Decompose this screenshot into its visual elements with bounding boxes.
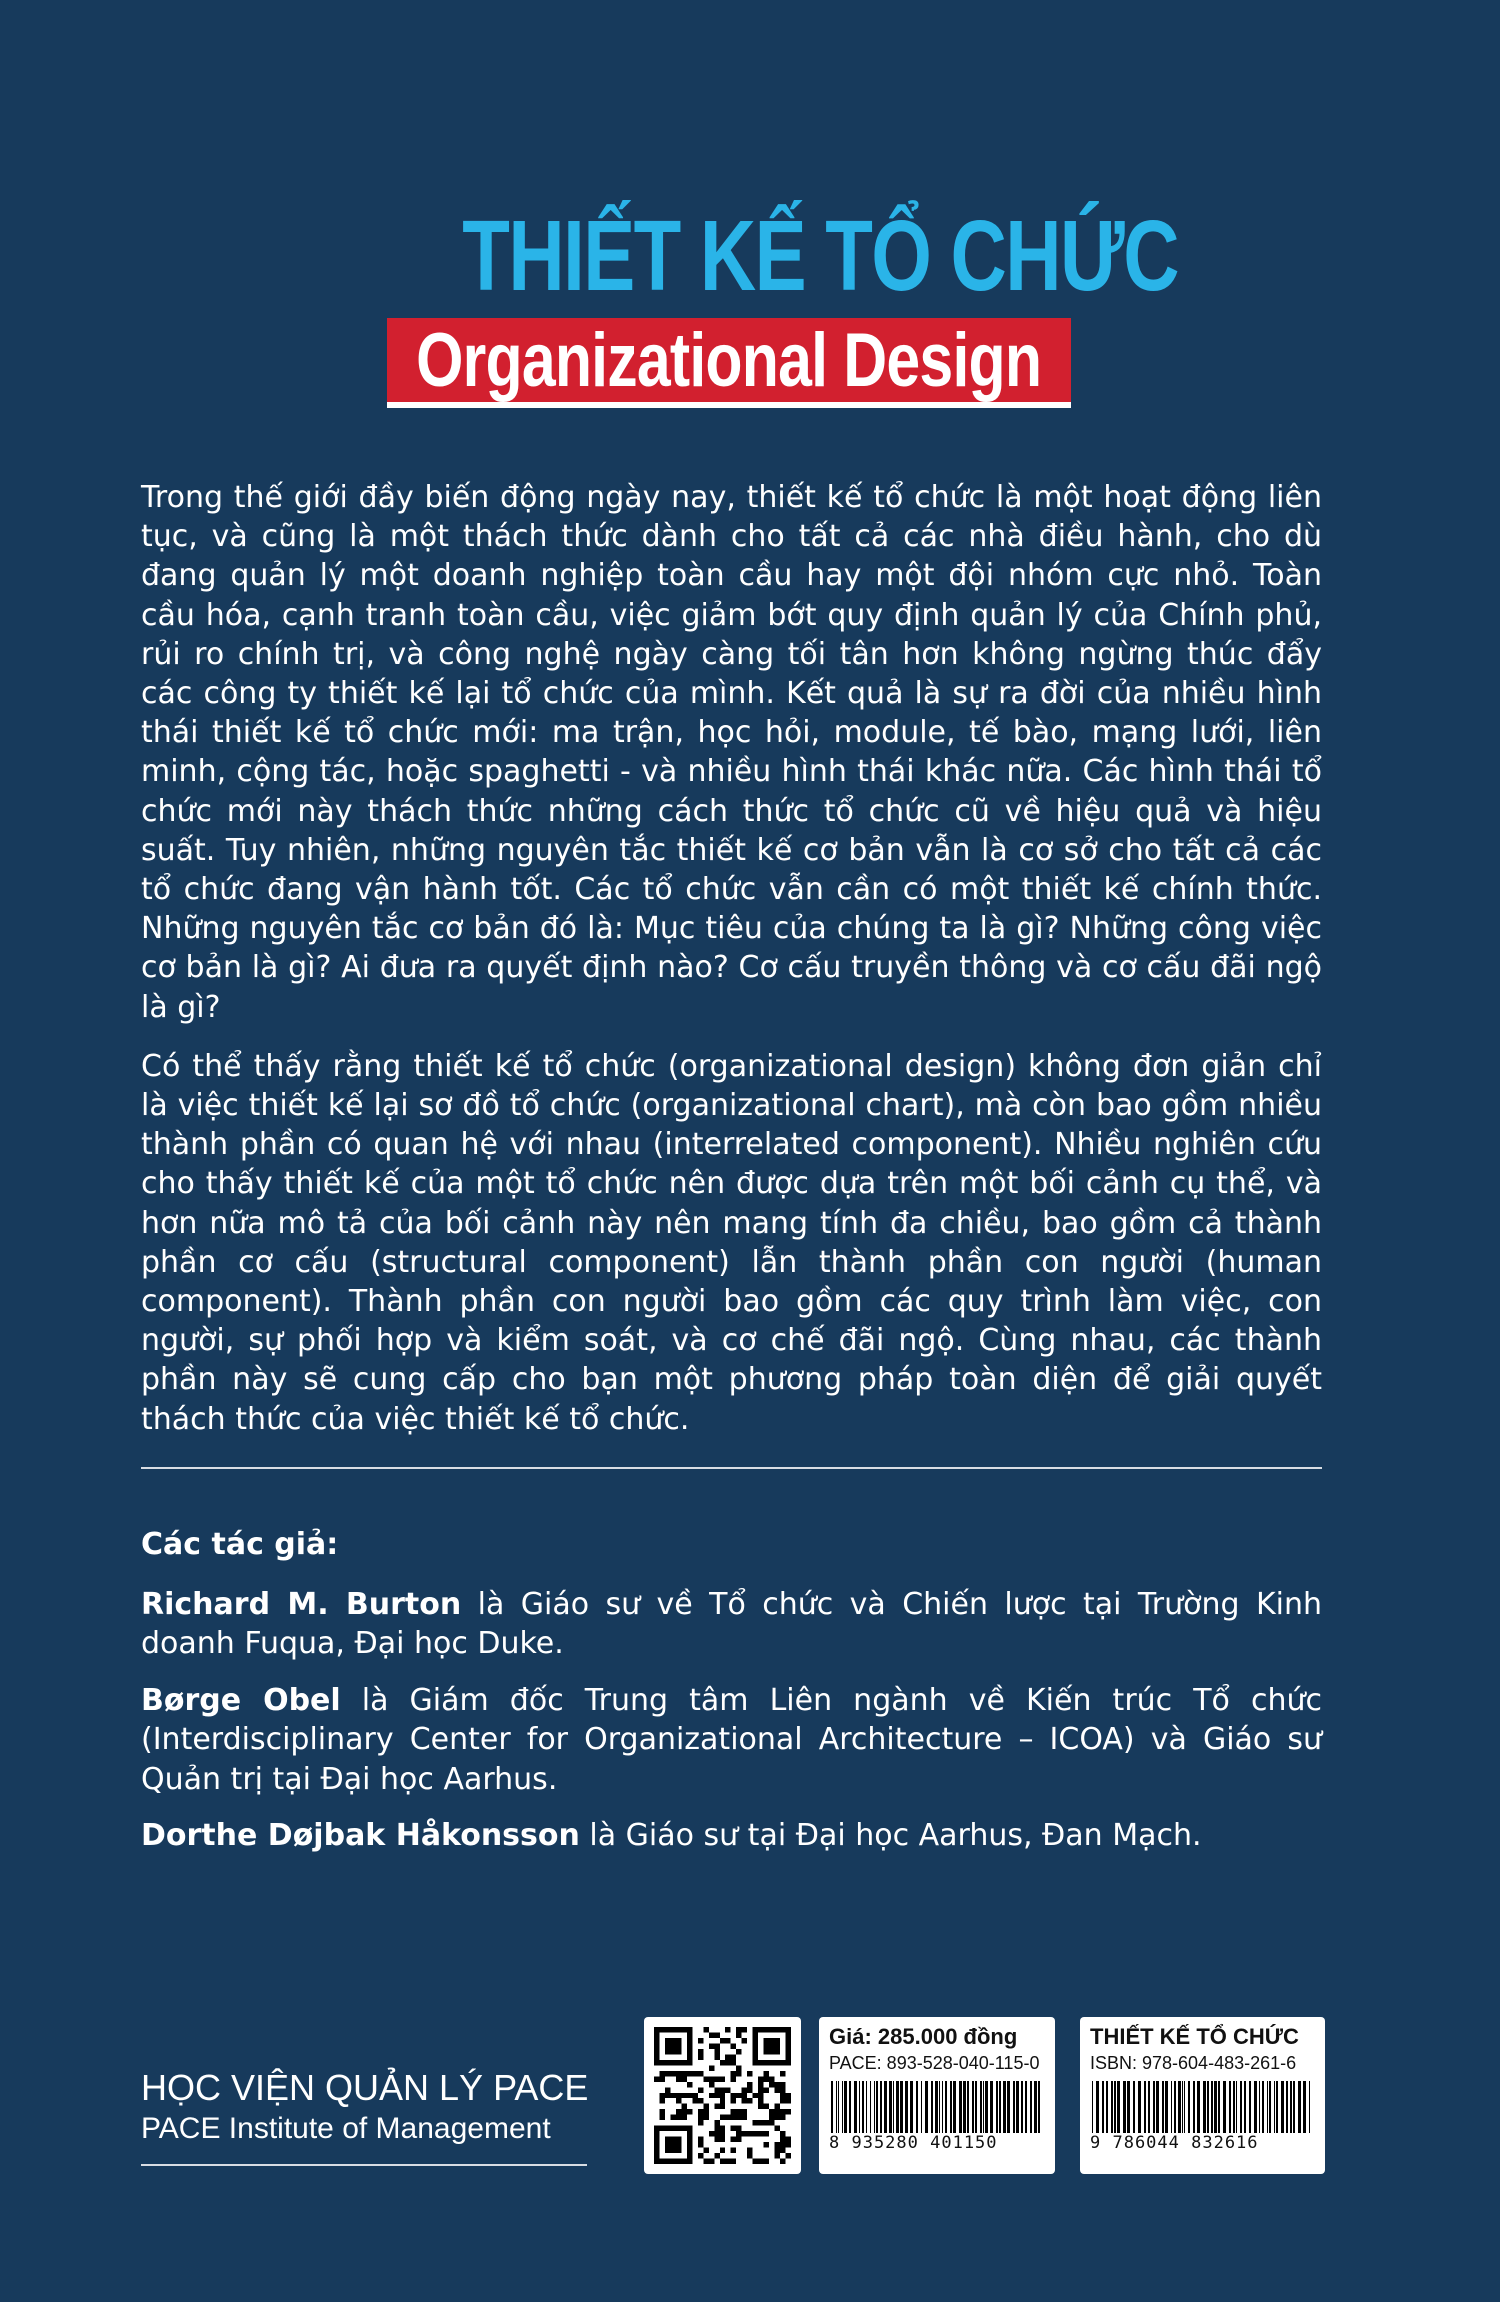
pace-code: PACE: 893-528-040-115-0 xyxy=(829,2053,1040,2073)
description-paragraph-2: Có thể thấy rằng thiết kế tổ chức (organizational design) không đơn giản chỉ là việc thiết kế lại sơ đồ tổ chức (organizational chart), mà còn bao gồm nhiều thành phần có quan hệ với nhau (interrelated component). Nhiều nghiên cứu cho thấy thiết kế của một tổ chức nên được dựa trên một bối cảnh cụ thể, và hơn nữa mô tả của bối cảnh này nên mang tính đa chiều, bao gồm cả thành phần cơ cấu (structural component) lẫn thành phần con người (human component). Thành phần con người bao gồm các quy trình làm việc, con người, sự phối hợp và kiểm soát, và cơ chế đãi ngộ. Cùng nhau, các thành phần này sẽ cung cấp cho bạn một phương pháp toàn diện để giải quyết thách thức của việc thiết kế tổ chức. xyxy=(141,1048,1322,1437)
title-block xyxy=(387,196,1178,408)
author-name: Richard M. Burton xyxy=(141,1586,462,1622)
authors-heading: Các tác giả: xyxy=(141,1527,339,1562)
barcode-icon xyxy=(1090,2081,1315,2133)
author-bio: là Giáo sư tại Đại học Aarhus, Đan Mạch. xyxy=(579,1818,1202,1853)
publisher-name-en: PACE Institute of Management xyxy=(141,2112,551,2145)
authors-section xyxy=(141,1525,1322,1873)
barcode-icon xyxy=(829,2081,1045,2133)
qr-code-icon xyxy=(644,2017,801,2174)
author-name: Børge Obel xyxy=(141,1682,341,1718)
description-paragraph-1: Trong thế giới đầy biến động ngày nay, thiết kế tổ chức là một hoạt động liên tục, và cũng là một thách thức dành cho tất cả các nhà điều hành, cho dù đang quản lý một doanh nghiệp toàn cầu hay một đội nhóm cực nhỏ. Toàn cầu hóa, cạnh tranh toàn cầu, việc giảm bớt quy định quản lý của Chính phủ, rủi ro chính trị, và công nghệ ngày càng tối tân hơn không ngừng thúc đẩy các công ty thiết kế lại tổ chức của mình. Kết quả là sự ra đời của nhiều hình thái thiết kế tổ chức mới: ma trận, học hỏi, module, tế bào, mạng lưới, liên minh, cộng tác, hoặc spaghetti - và nhiều hình thái khác nữa. Các hình thái tổ chức mới này thách thức những cách thức tổ chức cũ về hiệu quả và hiệu suất. Tuy nhiên, những nguyên tắc thiết kế cơ bản vẫn là cơ sở cho tất cả các tổ chức đang vận hành tốt. Các tổ chức vẫn cần có một thiết kế chính thức. Những nguyên tắc cơ bản đó là: Mục tiêu của chúng ta là gì? Những công việc cơ bản là gì? Ai đưa ra quyết định nào? Cơ cấu truyền thông và cơ cấu đãi ngộ là gì? xyxy=(141,480,1322,1025)
author-entry xyxy=(141,1816,1322,1856)
book-subtitle: Organizational Design xyxy=(416,318,1042,403)
publisher-name-vi: HỌC VIỆN QUẢN LÝ PACE xyxy=(141,2067,589,2108)
barcode-digits: 9 786044 832616 xyxy=(1090,2133,1259,2153)
author-bio: là Giáo sư về Tổ chức và Chiến lược tại Trường Kinh doanh Fuqua, Đại học Duke. xyxy=(141,1586,1322,1661)
isbn-title: THIẾT KẾ TỔ CHỨC xyxy=(1090,2024,1299,2049)
subtitle-band xyxy=(387,318,1071,408)
author-entry xyxy=(141,1681,1322,1800)
book-title: THIẾT KẾ TỔ CHỨC xyxy=(462,200,1178,312)
price-barcode xyxy=(819,2017,1055,2174)
isbn-code: ISBN: 978-604-483-261-6 xyxy=(1090,2053,1297,2073)
description xyxy=(141,478,1322,1459)
publisher-block xyxy=(141,2066,587,2166)
price-label: Giá: 285.000 đồng xyxy=(829,2024,1018,2049)
divider xyxy=(141,1467,1322,1469)
author-name: Dorthe Døjbak Håkonsson xyxy=(141,1818,580,1853)
author-bio: là Giám đốc Trung tâm Liên ngành về Kiến trúc Tổ chức (Interdisciplinary Center for Organizational Architecture – ICOA) và Giáo sư Quản trị tại Đại học Aarhus. xyxy=(141,1682,1322,1797)
isbn-barcode xyxy=(1080,2017,1325,2174)
barcode-digits: 8 935280 401150 xyxy=(829,2133,998,2153)
author-entry xyxy=(141,1585,1322,1664)
